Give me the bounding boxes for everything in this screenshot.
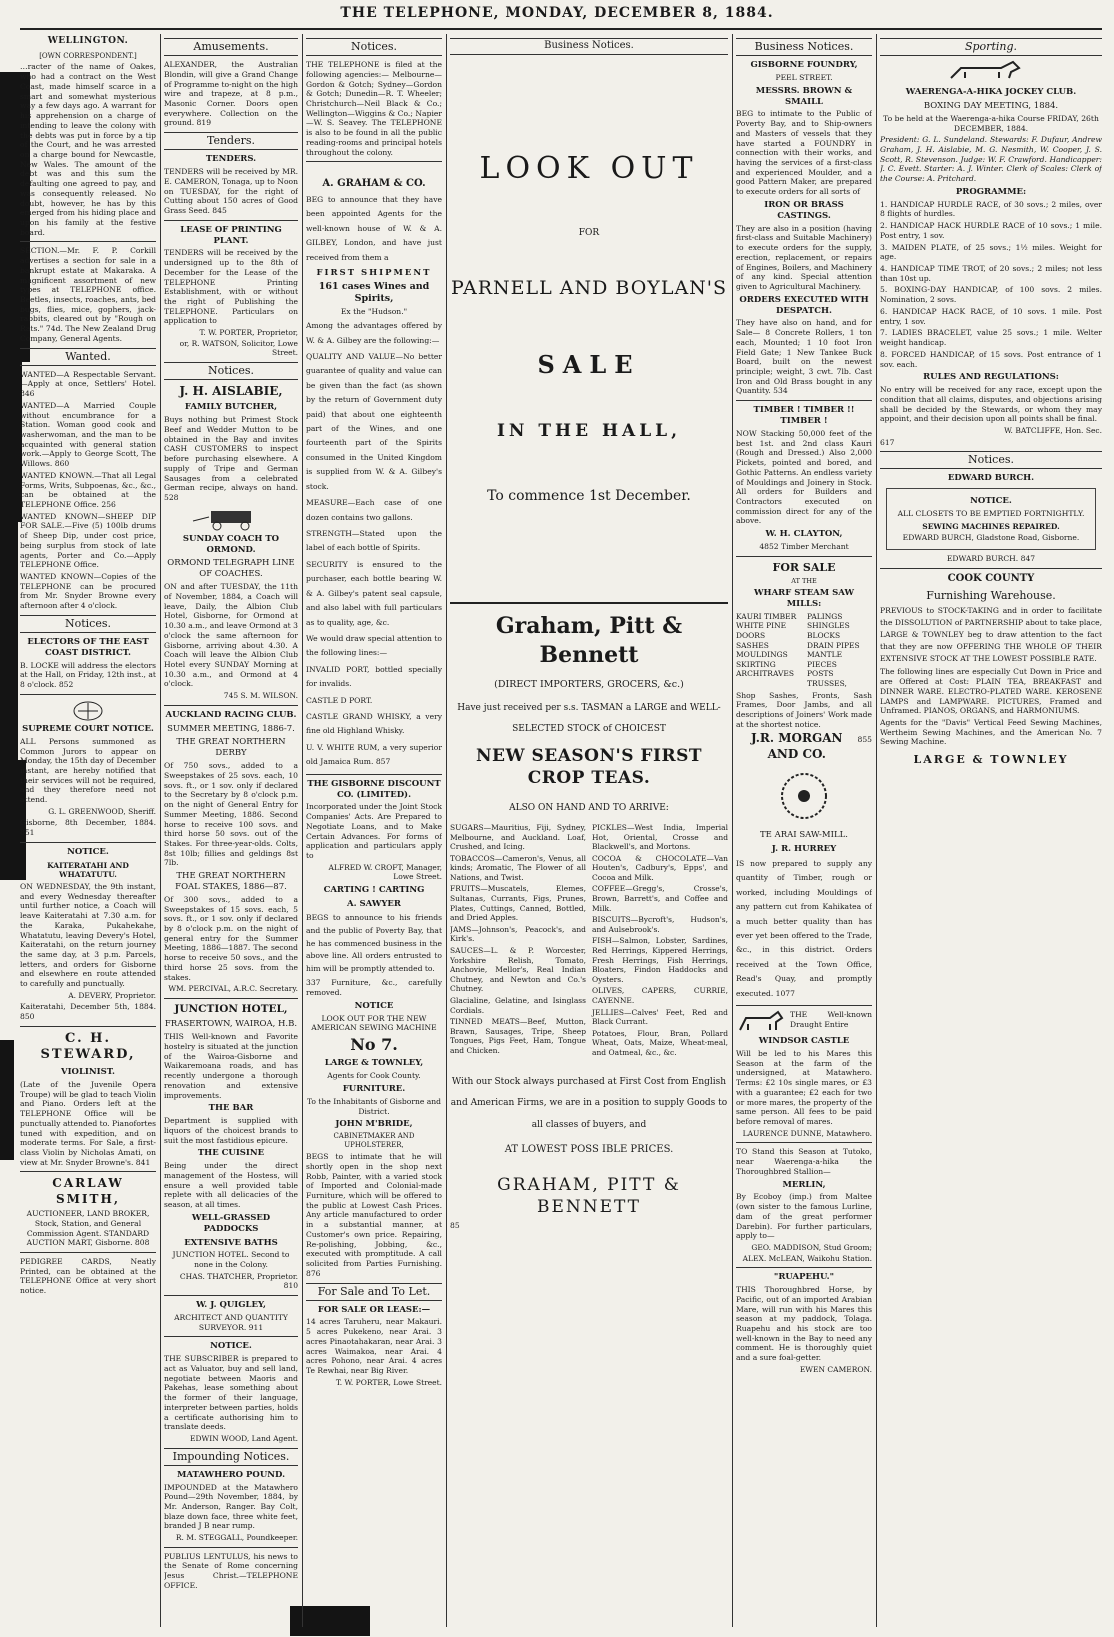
column-notices [306,34,442,1627]
ad-body: THE TELEPHONE is filed at the following agencies:— Melbourne—Gordon & Gotch; Sydney—Gordon & Gotch; Dunedin—R. T. Wheeler; Christchurch—Neil Black & Co.; Wellington—Wiggins & Co.; Napier—W. S. Seavey. The TELEPHONE is also to be found in all the public reading-rooms and principal hotels throughout the colony. [306,60,442,157]
ad-body: By Ecoboy (imp.) from Maltee (own sister to the famous Lurline, dam of the great performer Darebin). For further particulars, apply to— [736,1192,872,1241]
classified-ad: WANTED—A Respectable Servant.—Apply at once, Settlers' Hotel. 846 [20,369,156,399]
ad-title: FURNITURE. [342,1084,406,1095]
section-header-forsale: For Sale and To Let. [306,1283,442,1301]
section-subtitle: [OWN CORRESPONDENT.] [39,51,137,60]
ad-body: 4852 Timber Merchant [759,541,849,551]
ad-body: PREVIOUS to STOCK-TAKING and in order to facilitate the DISSOLUTION of PARTNERSHIP about to take place, LARGE & TOWNLEY beg to draw attention to the fact that they are now OFFERING THE WHOLE OF THEIR EXTENSIVE STOCK AT THE LOWEST POSSIBLE RATE. [880,605,1102,664]
ad-number: 85 [450,1220,460,1230]
ad-title: "RUAPEHU." [773,1272,835,1283]
ad-body: They are also in a position (having first-class and Suitable Machinery) to execute orders for the supply, erection, replacement, or repairs of Engines, Boilers, and Machinery of any kind. Special attention given to Agricultural Machinery. [736,223,872,291]
ad-title: TENDERS. [205,154,257,165]
ad-title: NOTICE. [67,846,109,857]
ad-text: To commence 1st December. [487,488,691,505]
product-item: COCOA & CHOCOLATE—Van Houten's, Cadbury's, Epps', and Cocoa and Milk. [592,853,728,882]
ad-body: No entry will be received for any race, except upon the condition that all claims, disputes, and objections arising shall be decided by the Stewards, or whom they may appoint, and their decision upon all points shall be final. [880,385,1102,424]
ad-body: Agents for Cook County. [327,1071,421,1081]
ad-body: (Late of the Juvenile Opera Troupe) will be glad to teach Violin and Piano. Orders left at the TELEPHONE Office will be punctually attended to. Pianofortes tuned with expedition, and on moderate terms. For Sale, a first-class Violin by Nicholas Amati, on view at Mr. Snyder Browne's. 841 [20,1079,156,1167]
signature: ALFRED W. CROFT, Manager, Lowe Street. [328,862,442,882]
signature: A. DEVERY, Proprietor. [68,990,156,1000]
section-title: WELLINGTON. [47,36,129,46]
column-business-right [736,34,872,1627]
ad-body: IMPOUNDED at the Matawhero Pound—29th November, 1884, by Mr. Anderson, Ranger. Bay Colt, blaze down face, three white feet, branded J B near rump. [164,1482,298,1531]
ad-title: MERLIN, [782,1179,826,1190]
ad-body: PEDIGREE CARDS, Neatly Printed, can be obtained at the TELEPHONE Office at very short notice. [20,1257,156,1296]
list-item: POSTS [807,669,834,679]
product-item: Potatoes, Flour, Bran, Pollard Wheat, Oats, Maize, Wheat-meal, and Oatmeal, &c., &c. [592,1028,728,1057]
ad-body: Of 300 sovs., added to a Sweepstakes of 15 sovs. each, 5 sovs. ft., or 1 sov. only if declared by 8 o'clock p.m. on the night of general entry for the Summer Meeting, 1886—1887. The second horse to receive 50 sovs., and the third horse 25 sovs. from the stakes. [164,894,298,982]
signature: ALEX. McLEAN, Waikohu Station. [742,1253,872,1263]
ad-body: THE SUBSCRIBER is prepared to act as Valuator, buy and sell land, negotiate between Maoris and Pakehas, lease something about the former of their language, interpreter between parties, holds a certificate authorising him to translate deeds. [164,1354,298,1432]
ad-body: They have also on hand, and for Sale— 8 Concrete Rollers, 1 ton each, Mounted; 1 10 foot Iron Field Gate; 1 New Tankee Buck Board, built on the newest principle; weight, 3 cwt. 7lb. Cast Iron and Old Brass bought in any Quantity. 534 [736,318,872,396]
ad-subtitle: No 7. [350,1035,398,1055]
royal-crest-icon [68,699,108,721]
ad-subtitle: JOHN M'BRIDE, [335,1119,413,1130]
ad-subtitle: EXTENSIVE BATHS [184,1237,278,1248]
ad-body: We would draw special attention to the following lines:— [306,633,442,658]
column-rule [302,34,303,1627]
ad-subtitle: 161 cases Wines and Spirits, [318,281,430,305]
product-item: JAMS—Johnson's, Peacock's, and Kirk's. [450,924,586,944]
horse-icon [736,1010,786,1036]
ad-headline: SALE [537,350,641,380]
section-header-wanted: Wanted. [20,348,156,366]
signature: CHAS. THATCHER, Proprietor. 810 [179,1271,298,1291]
list-item: U. V. WHITE RUM, a very superior old Jamaica Rum. 857 [306,742,442,767]
ad-subtitle: PROGRAMME: [955,186,1027,197]
ad-text: ALSO ON HAND AND TO ARRIVE: [509,803,669,814]
timber-list [736,612,872,689]
ad-body: LOOK OUT FOR THE NEW AMERICAN SEWING MACHINE [311,1013,437,1033]
ad-subtitle: ORDERS EXECUTED WITH DESPATCH. [739,294,869,316]
ad-body: PUBLIUS LENTULUS, his news to the Senate of Rome concerning Jesus Christ.—TELEPHONE OFFICE. [164,1551,298,1590]
ad-text: TO Stand this Season at Tutoko, near Waerenga-a-hika the Thoroughbred Stallion— [736,1147,872,1176]
column-rule [876,34,877,1627]
ad-body: Of 750 sovs., added to a Sweepstakes of 25 sovs. each, 10 sovs. ft., or 1 sov. only if declared to the Secretary by 8 o'clock p.m. on the night of General Entry for Summer Meeting, 1886. Second horse to receive 100 sovs. and third horse 50 sovs. out of the Stakes. For three-year-olds. Colts, 8st 10lb; fillies and geldings 8st 7lb. [164,761,298,868]
ad-subtitle: (DIRECT IMPORTERS, GROCERS, &c.) [494,678,684,690]
ad-subtitle: SUMMER MEETING, 1886-7. [167,723,295,734]
ad-body: TENDERS will be received by MR. E. CAMERON, Tonaga, up to Noon on TUESDAY, for the right of Cutting about 150 acres of Good Grass Seed. 845 [164,167,298,215]
ad-headline: GRAHAM, PITT & BENNETT [497,1175,681,1217]
list-item: WHITE PINE [736,621,787,631]
ad-body: To the Inhabitants of Gisborne and District. [306,1096,442,1116]
list-item: DOORS [736,631,766,641]
signature: GEO. MADDISON, Stud Groom; [751,1243,872,1252]
ad-text: AT LOWEST POSS IBLE PRICES. [504,1144,674,1156]
dateline: Gisborne, 8th December, 1884. 851 [20,818,156,838]
classified-ad: WANTED KNOWN—Copies of the TELEPHONE can be procured from Mr. Snyder Browne every afternoon after 4 o'clock. [20,572,156,611]
ad-body: Agents for the "Davis" Vertical Feed Sewing Machines, Wertheim Sewing Machines, and the American No. 7 Sewing Machine. [880,718,1102,747]
ad-body: Shop Sashes, Fronts, Sash Frames, Door Jambs, and all descriptions of Joiners' Work made at the shortest notice. [736,690,872,729]
ad-subtitle: BOXING DAY MEETING, 1884. [923,100,1059,111]
ad-subtitle: WHARF STEAM SAW MILLS: [754,588,854,609]
list-item: SHINGLES [807,621,850,631]
signature: EDWIN WOOD, Land Agent. [190,1433,298,1443]
ad-subtitle: Furnishing Warehouse. [926,588,1056,602]
signature: WM. PERCIVAL, A.R.C. Secretary. [168,984,298,994]
ad-subtitle: W. H. CLAYTON, [765,529,843,540]
ad-subtitle: J. R. HURREY [771,844,837,855]
ad-text: AT THE [791,576,817,585]
section-header-impounding: Impounding Notices. [164,1448,298,1466]
product-item: SUGARS—Mauritius, Fiji, Sydney, Melbourne, and Auckland. Loaf, Crushed, and Icing. [450,822,586,852]
signature: R. M. STEGGALL, Poundkeeper. [175,1533,298,1543]
column-amusements [164,34,298,1627]
ad-subtitle: THE BAR [208,1103,254,1114]
ad-title: NOTICE [354,1000,394,1011]
ad-body: ON and after TUESDAY, the 11th of November, 1884, a Coach will leave, Daily, the Albion Club Hotel, Gisborne, for Ormond at 10.30 a.m., and leave Ormond at 3 o'clock the same afternoon for Gisborne, arriving about 4.30. A Coach will leave the Albion Club Hotel every SUNDAY Morning at 10.30 a.m., and Ormond at 4 o'clock. [164,582,298,689]
torn-edge [0,1040,14,1160]
ad-body: ALEXANDER, the Australian Blondin, will give a Grand Change of Programme to-night on the high wire and trapeze, at 8 p.m., Masonic Corner. Doors open everywhere. Collection on the ground. 819 [164,60,298,128]
section-header-amusements: Amusements. [164,38,298,56]
section-header-business: Business Notices. [736,38,872,56]
product-item: FRUITS—Muscatels, Elemes, Sultanas, Currants, Figs, Prunes, Plates, Cuttings, Canned, Bottled, and Dried Apples. [450,884,586,923]
race-item: 5. BOXING-DAY HANDICAP, of 100 sovs. 2 miles. Nomination, 2 sovs. [880,285,1102,305]
ad-title: FOR SALE OR LEASE:— [317,1304,431,1315]
ad-subtitle: KAITERATAHI AND WHATATUTU. [47,860,129,880]
article-body: …racter of the name of Oakes, who had a contract on the West Coast, made himself scarce in a smart and somewhat mysterious way a few days ago. A warrant for his apprehension on a charge of intending to leave the colony with the debts was put in force by a tip of the Court, and he was arrested on a charge bound for Newcastle, New Wales. The amount of the debt was and this sum the defaulting one agreed to pay, and was consequently released. No doubt, however, he has by this emerged from his hiding place and upon his family at the festive board. [20,62,156,237]
ad-title: A. GRAHAM & CO. [322,178,426,190]
ad-body: QUALITY AND VALUE—No better guarantee of quality and value can be given than the fact (as shown by the return of Government duty paid) that about one eighteenth part of the Wines, and one fourteenth part of the Spirits consumed in the United Kingdom is supplied from W. & A. Gilbey's stock. [306,351,442,491]
classified-ad: WANTED KNOWN—SHEEP DIP FOR SALE.—Five (5) 100lb drums of Sheep Dip, under cost price, being surplus from stock of late agents, Porter and Co.—Apply TELEPHONE Office. [20,511,156,570]
racehorse-icon [941,60,1041,84]
ad-subtitle: VIOLINIST. [60,1067,115,1078]
ad-text: FOR [578,228,600,239]
section-header-notices: Notices. [306,38,442,56]
race-item: 2. HANDICAP HACK HURDLE RACE of 10 sovs.; 1 mile. Post entry, 1 sov. [880,221,1102,240]
ad-subtitle: MESSRS. BROWN & SMAILL [755,85,853,107]
ad-body: Incorporated under the Joint Stock Companies' Acts. Are Prepared to Negotiate Loans, and to Make Certain Advances. For forms of application and particulars apply to [306,802,442,861]
ad-subtitle: NOTICE. [970,496,1012,507]
race-item: 6. HANDICAP HACK RACE, of 10 sovs. 1 mile. Post entry, 1 sov. [880,306,1102,326]
ad-title: J. H. AISLABIE, [179,384,283,399]
ad-text: Have just received per s.s. TASMAN a LARGE and WELL- [457,702,721,713]
signature: 745 S. M. WILSON. [223,691,298,701]
signature: T. W. PORTER, Lowe Street. [335,1377,442,1387]
list-item: SKIRTING [736,659,776,669]
ad-body: BEG to intimate to the Public of Poverty Bay, and to Ship-owners and Masters of vessels that they have started a FOUNDRY in connection with their works, and having the services of a first-class and experienced Moulder, and a good Pattern Maker, are prepared to execute orders for all sorts of [736,109,872,197]
ad-body: Buys nothing but Primest Stock Beef and Wedder Mutton to be obtained in the Bay and invites CASH CUSTOMERS to inspect before purchasing elsewhere. A supply of Tripe and German Sausages from a celebrated German recipe, always on hand. 528 [164,415,298,502]
ad-title: C. H. STEWARD, [40,1030,136,1063]
ad-subtitle: PEEL STREET. [775,72,833,82]
ad-title: W. J. QUIGLEY, [196,1300,266,1311]
ad-title: FOR SALE [772,560,836,574]
signature: or, R. WATSON, Solicitor, Lowe Street. [179,338,298,358]
ad-body: B. LOCKE will address the electors at the Hall, on Friday, 12th inst., at 8 o'clock. 852 [20,660,156,690]
ad-subtitle: SEWING MACHINES REPAIRED. [922,521,1060,531]
classified-ad: WANTED—A Married Couple without encumbrance for a Station. Woman good cook and washerwoman, and the man to be acquainted with general station work.—Apply to George Scott, The Willows. 860 [20,400,156,469]
signature: LAURENCE DUNNE, Matawhero. [742,1128,872,1138]
ad-subtitle: A. SAWYER [347,898,401,909]
ad-body: Among the advantages offered by W. & A. Gilbey are the following:— [306,321,442,345]
ad-subtitle: FAMILY BUTCHER, [184,402,278,413]
ad-body: BEGS to intimate that he will shortly open in the shop next Robb, Painter, with a varied stock of Imported and Colonial-made Furniture, which will be offered to the public at Lowest Cash Prices. Any article manufactured to order in a substantial manner, at Customer's own price. Repairing, Re-polishing, Jobbing, &c., executed with promptitude. A call solicited from Parties Furnishing. 876 [306,1152,442,1278]
ad-body: THIS Thoroughbred Horse, by Pacific, out of an imported Arabian Mare, will run with his Mares this season at my paddock, Tolaga. Ruapehu and his stock are too well-known in the Bay to need any comment. He is thoroughly quiet and a sure foal-getter. [736,1285,872,1363]
race-item: 1. HANDICAP HURDLE RACE, of 30 sovs.; 2 miles, over 8 flights of hurdles. [880,199,1102,219]
section-header-sporting: Sporting. [880,38,1102,56]
ad-number: 855 [857,735,872,745]
list-item: MANTLE PIECES [807,650,843,669]
notice-text: SECTION.—Mr. F. P. Corkill advertises a section for sale in a bankrupt estate at Makaraka. A magnificent assortment of new types at TELEPHONE office. Beetles, insects, roaches, ants, bed bugs, flies, mice, gophers, jack-rabbits, cleared out by "Rough on Rats." 74d. The New Zealand Drug Company, General Agents. [20,246,156,343]
race-item: 4. HANDICAP TIME TROT, of 20 sovs.; 2 miles; not less than 10st up. [880,264,1102,283]
product-item: JELLIES—Calves' Feet, Red and Black Currant. [592,1007,728,1027]
signature: EDWARD BURCH, Gladstone Road, Gisborne. [902,533,1080,543]
ad-body: IS now prepared to supply any quantity of Timber, rough or worked, including Mouldings of any pattern cut from Kahikatea of a much better quality than has ever yet been offered to the Trade, &c., in this district. Orders received at the Town Office, Read's Quay, and promptly executed. 1077 [736,858,872,998]
ad-body: BEG to announce that they have been appointed Agents for the well-known house of W. & A. GILBEY, London, and have just received from them a [306,195,442,262]
ad-subtitle: FIRST SHIPMENT [316,268,432,279]
ad-title: WINDSOR CASTLE [758,1036,850,1047]
ad-subtitle: LARGE & TOWNLEY, [324,1058,424,1069]
ad-body: Department is supplied with liquors of the choicest brands to suit the most fastidious epicure. [164,1116,298,1145]
ad-subtitle: RULES AND REGULATIONS: [923,372,1059,383]
ad-subtitle: ORMOND TELEGRAPH LINE OF COACHES. [167,558,295,580]
product-item: BISCUITS—Bycroft's, Hudson's, and Aulsebrook's. [592,915,728,934]
ad-headline: IN THE HALL, [496,420,682,441]
ad-title: TIMBER ! TIMBER !! TIMBER ! [753,405,855,427]
classified-ad: WANTED KNOWN.—That all Legal Forms, Writs, Subpoenas, &c., &c., can be obtained at the TELEPHONE Office. 256 [20,470,156,510]
ad-headline: NEW SEASON'S FIRST CROP TEAS. [475,745,703,788]
ad-body: To be held at the Waerenga-a-hika Course FRIDAY, 26th DECEMBER, 1884. [883,113,1099,133]
ad-title: TE ARAI SAW-MILL. [760,830,848,841]
ad-title: AUCKLAND RACING CLUB. [165,709,297,720]
ad-body: CABINETMAKER AND UPHOLSTERER, [333,1132,415,1150]
list-item: ARCHITRAVES [736,669,795,679]
ad-headline: LOOK OUT [479,150,699,186]
product-item: COFFEE—Gregg's, Crosse's, Brown, Barrett's, and Coffee and Milk. [592,884,728,913]
race-item: 3. MAIDEN PLATE, of 25 sovs.; 1½ miles. Weight for age. [880,242,1102,262]
ad-body: THIS Well-known and Favorite hostelry is situated at the junction of the Wairoa-Gisborne and Waikaremoana roads, and has recently undergone a thorough renovation and extensive improvements. [164,1032,298,1100]
dateline: Kaiteratahi, December 5th, 1884. 850 [20,1002,156,1022]
ad-text: With our Stock always purchased at First Cost from English and American Firms, we are in a position to supply Goods to all classes of buyers, and [450,1076,728,1130]
list-item: CASTLE GRAND WHISKY, a very fine old Highland Whisky. [306,712,442,736]
race-item: 8. FORCED HANDICAP, of 15 sovs. Post entrance of 1 sov. each. [880,349,1102,369]
ad-headline: Graham, Pitt & Bennett [495,613,683,668]
race-item: 7. LADIES BRACELET, value 25 sovs.; 1 mile. Welter weight handicap. [880,328,1102,348]
ad-body: Will be led to his Mares this Season at the farm of the undersigned, at Matawhero. Terms: £2 10s single mares, or £3 with a guarantee; £2 each for two or more mares, the property of the same person. All fees to be paid before removal of mares. [736,1049,872,1127]
list-item: MOULDINGS [736,650,788,660]
torn-edge [0,520,18,760]
ad-body: Ex the "Hudson." [340,307,408,317]
ad-subtitle: THE GREAT NORTHERN DERBY [176,737,286,759]
column-wellington [20,34,156,1627]
ad-body: President: G. L. Sundeland. Stewards: F. Dufaur, Andrew Graham, J. H. Aislabie, M. G. Nesmith, W. Cooper, J. S. Scott, R. Stevenson. Judge: W. F. Crawford. Handicapper: J. C. Evett. Starter: A. J. Winter. Clerk of Scales: Clerk of the Course: A. Pritchard. [880,135,1102,184]
product-item: FISH—Salmon, Lobster, Sardines, Red Herrings, Kippered Herrings, Fresh Herrings, Fish Herrings, Bloaters, Findon Haddocks and Oysters. [592,936,728,984]
section-header-notices: Notices. [20,615,156,633]
product-item: Glacialine, Gelatine, and Isinglass Cordials. [450,996,586,1015]
saw-blade-icon [774,766,834,826]
ad-body: AUCTIONEER, LAND BROKER, Stock, Station, and General Commission Agent. STANDARD AUCTION MART, Gisborne. 808 [26,1209,150,1248]
ad-subtitle: WELL-GRASSED PADDOCKS [191,1212,271,1234]
ad-text: THE Well-known Draught Entire [790,1010,872,1029]
list-item: KAURI TIMBER [736,611,797,621]
ad-footer: LARGE & TOWNLEY [913,753,1069,767]
signature: G. L. GREENWOOD, Sheriff. [48,806,156,816]
ad-body: ARCHITECT AND QUANTITY SURVEYOR. 911 [174,1312,288,1332]
section-header-tenders: Tenders. [164,132,298,150]
ad-body: 14 acres Taruheru, near Makauri. 5 acres Pukekeno, near Arai. 3 acres Pinaotahakaran, near Arai. 3 acres Waimakoa, near Arai. 4 acres Pohono, near Arai. 4 acres Te Rewhai, near Big River. [306,1317,442,1376]
product-item: OLIVES, CAPERS, CURRIE, CAYENNE. [592,986,728,1005]
section-header-notices: Notices. [164,362,298,380]
ad-title: COOK COUNTY [947,572,1035,584]
ad-text: SELECTED STOCK of CHOICEST [512,724,666,735]
ad-subtitle: THE GREAT NORTHERN FOAL STAKES, 1886—87. [175,871,287,892]
ad-title: JUNCTION HOTEL, [174,1002,288,1015]
ad-body: ALL CLOSETS TO BE EMPTIED FORTNIGHTLY. [897,509,1085,519]
signature: W. BATCLIFFE, Hon. Sec. [1004,425,1102,435]
list-item: DRAIN PIPES [807,640,860,650]
ad-footer: EDWARD BURCH. 847 [946,554,1036,564]
ad-subtitle: IRON OR BRASS CASTINGS. [764,199,844,221]
ad-title: ELECTORS OF THE EAST COAST DISTRICT. [27,637,149,658]
ad-subtitle: THE CUISINE [197,1148,265,1159]
column-rule [732,34,733,1627]
ad-body: STRENGTH—Stated upon the label of each bottle of Spirits. [306,528,442,553]
product-item: PICKLES—West India, Imperial Hot, Oriental, Crosse and Blackwell's, and Mortons. [592,822,728,852]
ad-title: LEASE OF PRINTING PLANT. [180,224,282,246]
ad-title: SUPREME COURT NOTICE. [22,723,154,734]
ad-title: CARLAW SMITH, [52,1176,124,1206]
column-business-center [450,34,728,1627]
list-item: PALINGS [807,611,843,621]
list-item: TRUSSES, [807,679,847,688]
section-header-notices: Notices. [880,451,1102,469]
product-item: TOBACCOS—Cameron's, Venus, all kinds; Aromatic, The Flower of all Nations, and Twist. [450,853,586,882]
top-rule [20,28,1102,30]
ad-subtitle: FRASERTOWN, WAIROA, H.B. [164,1019,298,1030]
list-item: BLOCKS [807,631,841,641]
product-item: SAUCES—L. & P. Worcester, Yorkshire Relish, Tomato, Anchovie, Mellor's, Real Indian Chutney, and Newton and Co.'s Chutney. [450,946,586,994]
column-rule [446,34,447,1627]
ad-body: NOW Stacking 50,000 feet of the best 1st. and 2nd class Kauri (Rough and Dressed.) Also 2,000 Pickets, pointed and bored, and Gothic Patterns. An endless variety of Mouldings and Joinery in Stock. All orders for Builders and Contractors executed on commission direct for any of the above. [736,428,872,526]
ad-body: ALL Persons summoned as Common Jurors to appear on Monday, the 15th day of December instant, are hereby notified that their services will not be required, and they therefore need not attend. [20,736,156,805]
ad-number: 617 [880,437,895,447]
ad-title: MATAWHERO POUND. [176,1469,286,1480]
signature: T. W. PORTER, Proprietor, [199,328,298,338]
ad-title: EDWARD BURCH. [947,473,1035,484]
ad-body: TENDERS will be received by the undersigned up to the 8th of December for the Lease of the TELEPHONE Printing Establishment, with or without the right of Publishing the TELEPHONE. Particulars on application to [164,248,298,326]
ad-body: JUNCTION HOTEL. Second to none in the Colony. [172,1250,290,1270]
section-header-business: Business Notices. [450,38,728,55]
list-item: CASTLE D PORT. [306,695,373,705]
ad-title: J.R. MORGAN AND CO. [751,731,843,761]
ad-body: ON WEDNESDAY, the 9th instant, and every Wednesday thereafter until further notice, a Coach will leave Kaiteratahi at 7.30 a.m. for the Karaka, Pukahekahe, Whatatutu, leaving Devery's Hotel, Kaiteratahi, on the return journey the same day, at 3 p.m. Parcels, letters, and orders for Gisborne and elsewhere en route attended to carefully and punctually. [20,881,156,989]
ad-title: NOTICE. [210,1341,252,1352]
ad-title: GISBORNE FOUNDRY, [750,60,858,71]
coach-icon [191,505,271,531]
list-item: INVALID PORT, bottled specially for invalids. [306,664,442,689]
ad-body: BEGS to announce to his friends and the public of Poverty Bay, that he has commenced business in the above line. All orders entrusted to him will be promptly attended to. [306,912,442,974]
ad-body: MEASURE—Each case of one dozen contains two gallons. [306,498,442,522]
list-item: SASHES [736,640,769,650]
product-item: TINNED MEATS—Beef, Mutton, Brawn, Sausages, Tripe, Sheep Tongues, Pigs Feet, Ham, Tongue and Chicken. [450,1017,586,1055]
masthead: THE TELEPHONE, MONDAY, DECEMBER 8, 1884. [340,5,774,21]
ad-body: The following lines are especially Cut Down in Price and are Offered at Cost: PLAIN TEA, BREAKFAST and DINNER WARE. ELECTRO-PLATED WARE. KEROSENE LAMPS and LAMPWARE. PICTURES, Framed and Unframed. PIANOS, ORGANS, and HARMONIUMS. [880,667,1102,716]
product-lists [450,821,728,1060]
ad-title: WAERENGA-A-HIKA JOCKEY CLUB. [905,87,1077,98]
column-rule [160,34,161,1627]
burch-notice-box [886,488,1096,550]
ad-body: SECURITY is ensured to the purchaser, each bottle bearing W. & A. Gilbey's patent seal capsule, and also label with full particulars as to quality, age, &c. [306,559,442,627]
ad-headline: PARNELL AND BOYLAN'S [450,276,728,299]
signature: EWEN CAMERON. [799,1364,872,1374]
ad-title: CARTING ! CARTING [323,884,425,895]
ad-title: SUNDAY COACH TO ORMOND. [182,533,280,555]
ad-body: 337 Furniture, &c., carefully removed. [306,978,442,997]
ad-title: THE GISBORNE DISCOUNT CO. (LIMITED). [307,778,441,800]
column-sporting [880,34,1102,1627]
ad-body: Being under the direct management of the Hostess, will ensure a well provided table replete with all delicacies of the season, at all times. [164,1161,298,1210]
torn-edge [0,362,22,522]
morgan-line [736,731,872,762]
